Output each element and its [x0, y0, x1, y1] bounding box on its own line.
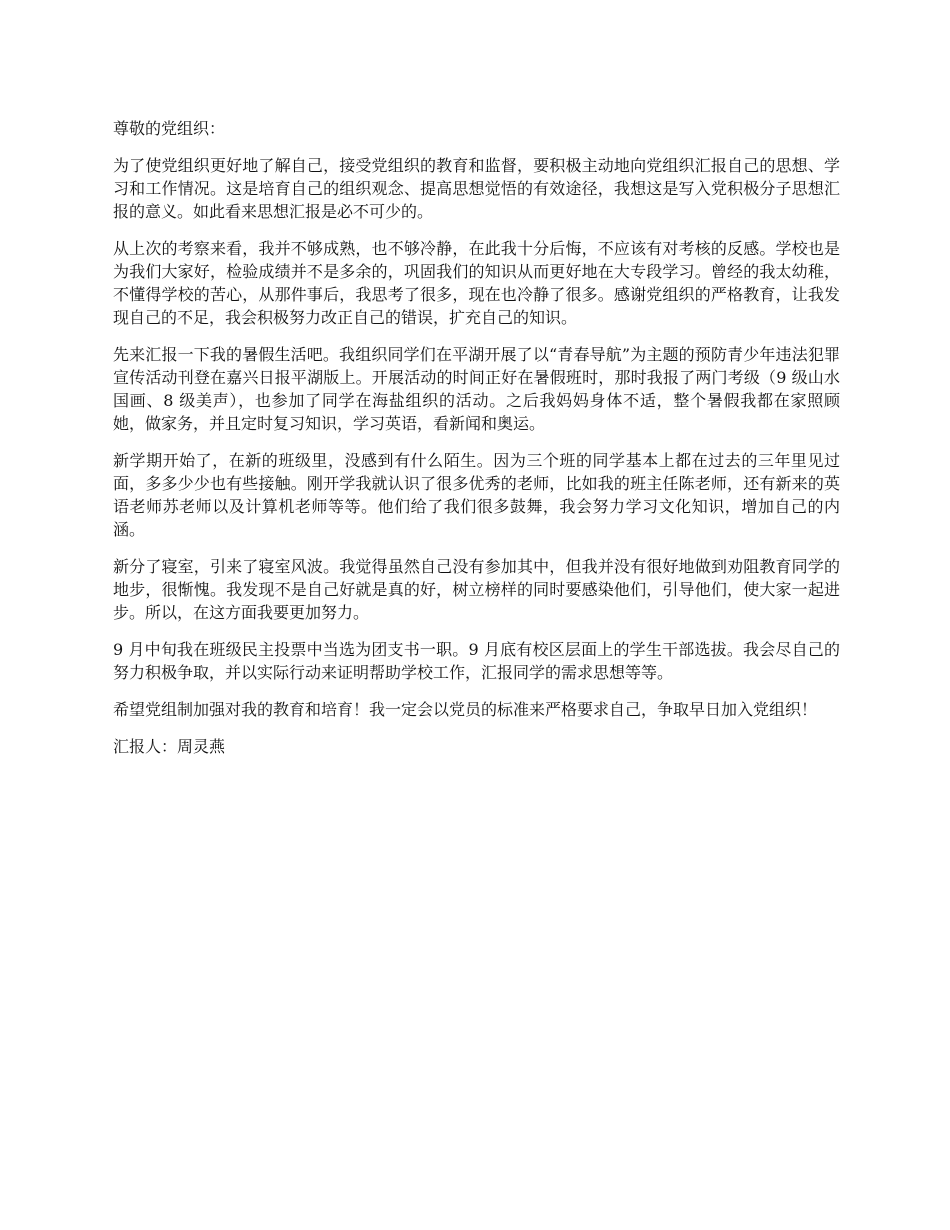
document-body [113, 117, 840, 772]
paragraph-purpose: 为了使党组织更好地了解自己，接受党组织的教育和监督，要积极主动地向党组织汇报自己的思想、学习和工作情况。这是培育自己的组织观念、提高思想觉悟的有效途径，我想这是写入党积极分子思想汇报的意义。如此看来思想汇报是必不可少的。 [113, 156, 840, 221]
paragraph-reflection: 从上次的考察来看，我并不够成熟，也不够冷静，在此我十分后悔，不应该有对考核的反感。学校也是为我们大家好，检验成绩并不是多余的，巩固我们的知识从而更好地在大专段学习。曾经的我太幼稚，不懂得学校的苦心，从那件事后，我思考了很多，现在也冷静了很多。感谢党组织的严格教育，让我发现自己的不足，我会积极努力改正自己的错误，扩充自己的知识。 [113, 239, 840, 327]
signature: 汇报人：周灵燕 [113, 737, 226, 756]
salutation: 尊敬的党组织： [113, 119, 226, 138]
paragraph-closing: 希望党组制加强对我的教育和培育！我一定会以党员的标准来严格要求自己，争取早日加入党组织！ [113, 700, 818, 719]
paragraph-election: 9 月中旬我在班级民主投票中当选为团支书一职。9 月底有校区层面上的学生干部选拔。我会尽自己的努力积极争取，并以实际行动来证明帮助学校工作，汇报同学的需求思想等等。 [113, 640, 840, 682]
paragraph-summer: 先来汇报一下我的暑假生活吧。我组织同学们在平湖开展了以“青春导航”为主题的预防青少年违法犯罪宣传活动刊登在嘉兴日报平湖版上。开展活动的时间正好在暑假班时，那时我报了两门考级（9 级山水国画、8 级美声），也参加了同学在海盐组织的活动。之后我妈妈身体不适，整个暑假我都在家照顾她，做家务，并且定时复习知识，学习英语，看新闻和奥运。 [113, 345, 840, 433]
paragraph-new-semester: 新学期开始了，在新的班级里，没感到有什么陌生。因为三个班的同学基本上都在过去的三年里见过面，多多少少也有些接触。刚开学我就认识了很多优秀的老师，比如我的班主任陈老师，还有新来的英语老师苏老师以及计算机老师等等。他们给了我们很多鼓舞，我会努力学习文化知识，增加自己的内涵。 [113, 451, 840, 539]
paragraph-dormitory: 新分了寝室，引来了寝室风波。我觉得虽然自己没有参加其中，但我并没有很好地做到劝阻教育同学的地步，很惭愧。我发现不是自己好就是真的好，树立榜样的同时要感染他们，引导他们，使大家一起进步。所以，在这方面我要更加努力。 [113, 557, 840, 622]
